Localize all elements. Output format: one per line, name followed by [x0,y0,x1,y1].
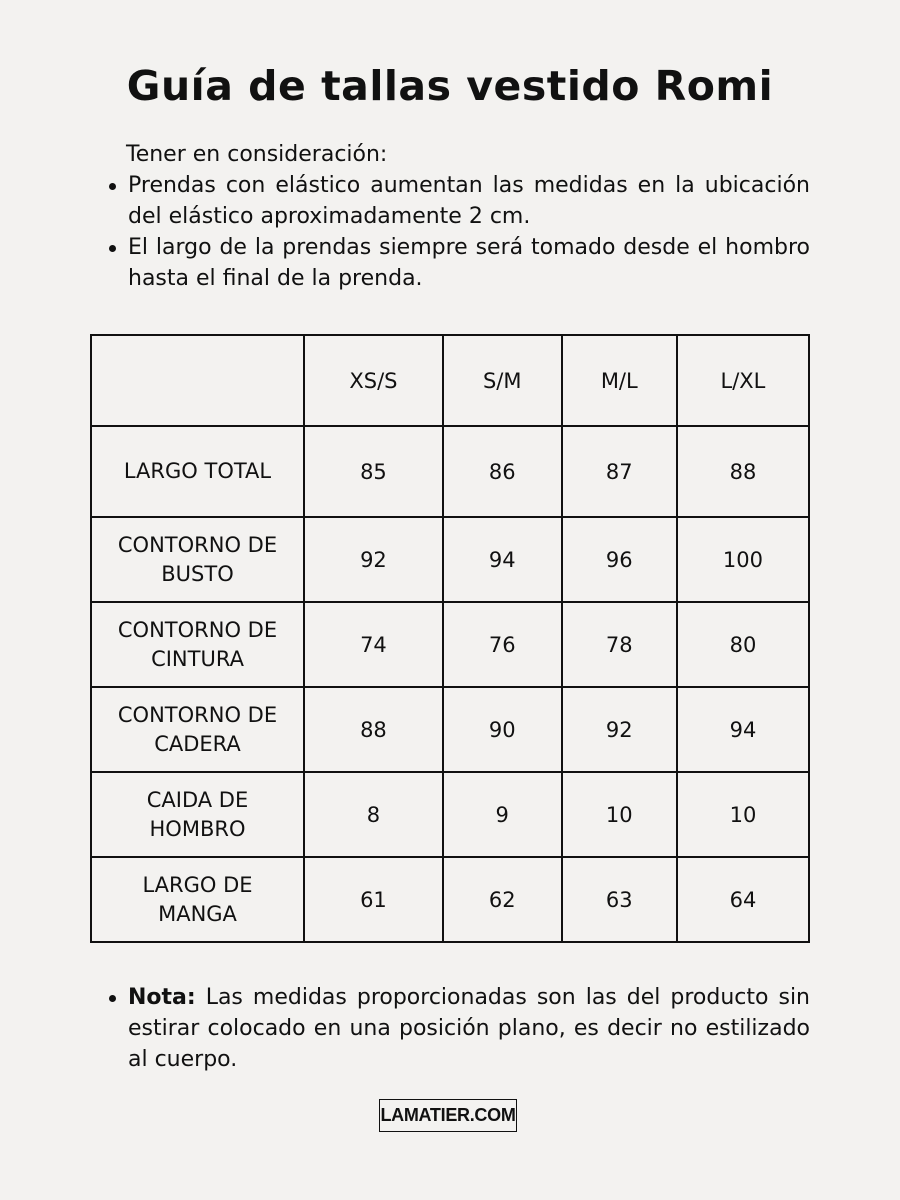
table-cell: 94 [443,517,562,602]
note-text: Las medidas proporcionadas son las del producto sin estirar colocado en una posición plano, es decir no estilizado al cuerpo. [128,985,810,1072]
table-cell: 63 [562,857,677,942]
table-cell: 92 [304,517,443,602]
header-cell-size: L/XL [677,335,809,426]
header-cell-size: S/M [443,335,562,426]
note-item [106,982,810,1075]
table-header-row [91,335,809,426]
header-cell-size: M/L [562,335,677,426]
table-row [91,517,809,602]
list-item: Prendas con elástico aumentan las medidas en la ubicación del elástico aproximadamente 2 cm. [106,170,810,232]
table-row [91,857,809,942]
table-cell: 88 [677,426,809,517]
table-cell: 76 [443,602,562,687]
table-cell: 85 [304,426,443,517]
row-label: CONTORNO DE CINTURA [91,602,304,687]
table-cell: 9 [443,772,562,857]
size-chart-table [90,334,810,943]
intro-text: Tener en consideración: [126,142,388,167]
note-label: Nota: [128,985,196,1010]
list-item: El largo de la prendas siempre será tomado desde el hombro hasta el final de la prenda. [106,232,810,294]
table-cell: 10 [677,772,809,857]
table-cell: 100 [677,517,809,602]
table-row [91,687,809,772]
table-cell: 90 [443,687,562,772]
row-label: CAIDA DE HOMBRO [91,772,304,857]
table-cell: 92 [562,687,677,772]
header-cell-size: XS/S [304,335,443,426]
table-cell: 88 [304,687,443,772]
header-cell-empty [91,335,304,426]
row-label: LARGO DE MANGA [91,857,304,942]
table-cell: 94 [677,687,809,772]
row-label: CONTORNO DE CADERA [91,687,304,772]
table-cell: 61 [304,857,443,942]
table-cell: 74 [304,602,443,687]
table-cell: 78 [562,602,677,687]
table-cell: 10 [562,772,677,857]
note-list [106,982,810,1075]
table-row [91,602,809,687]
table-cell: 80 [677,602,809,687]
table-cell: 8 [304,772,443,857]
table-cell: 96 [562,517,677,602]
brand-logo: LAMATIER.COM [379,1099,517,1132]
page-title: Guía de tallas vestido Romi [126,62,774,110]
table-cell: 86 [443,426,562,517]
row-label: LARGO TOTAL [91,426,304,517]
row-label: CONTORNO DE BUSTO [91,517,304,602]
table-row [91,772,809,857]
table-cell: 64 [677,857,809,942]
table-row [91,426,809,517]
table-cell: 62 [443,857,562,942]
table-cell: 87 [562,426,677,517]
considerations-list [106,170,810,294]
